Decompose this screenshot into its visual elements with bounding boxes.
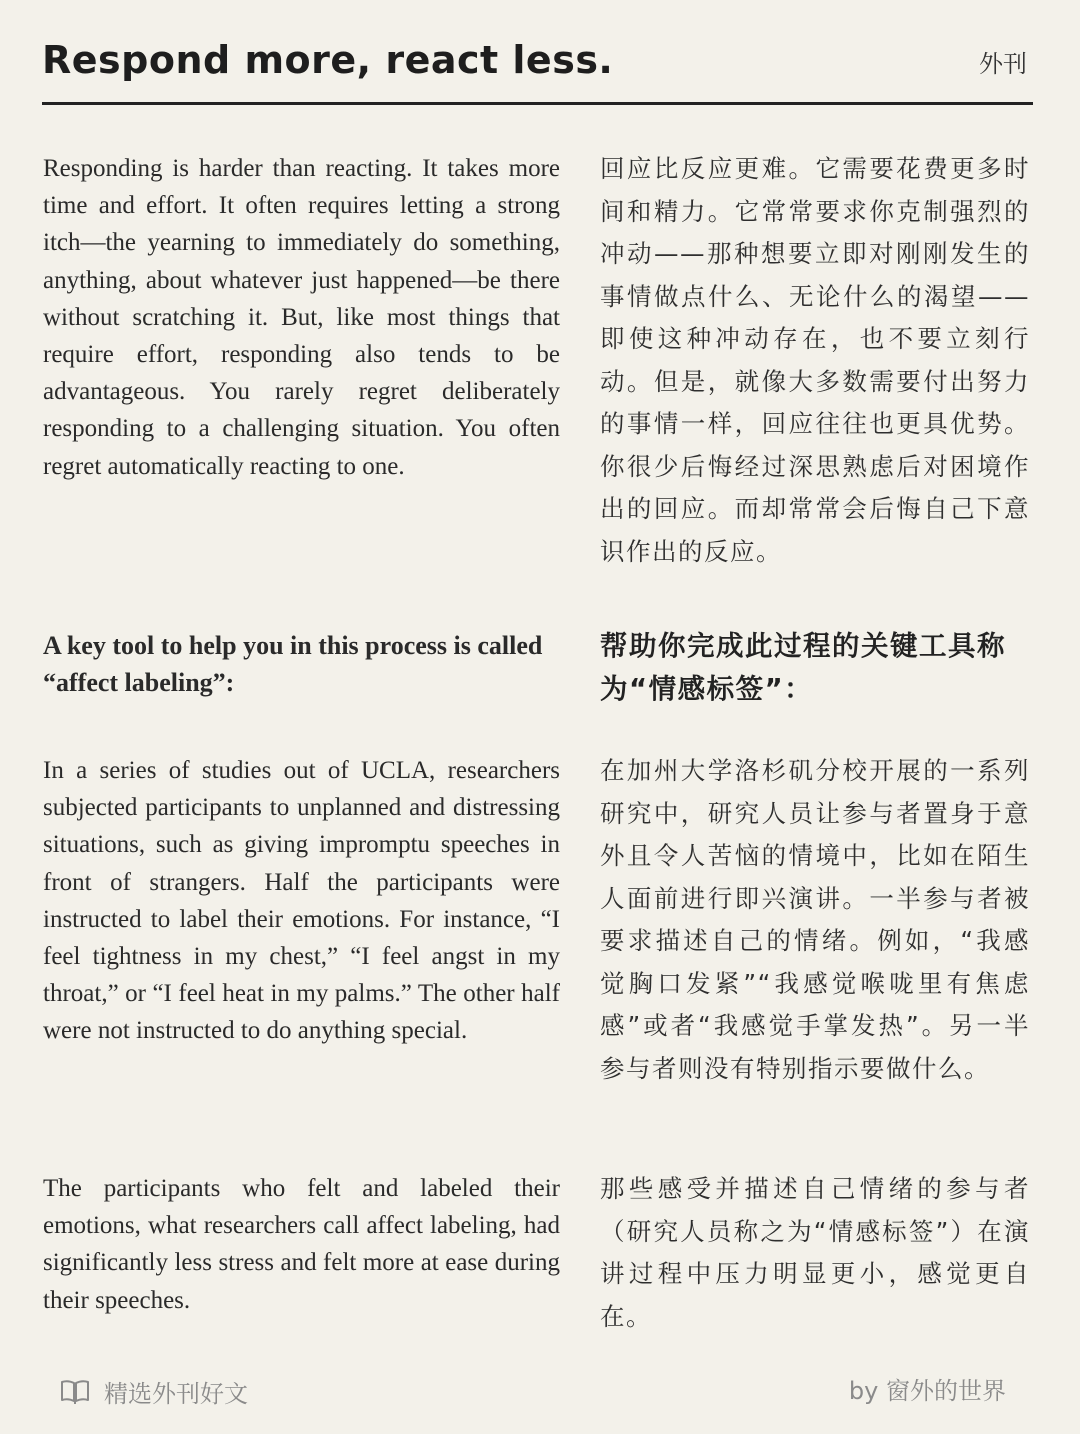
chinese-paragraph-1: 回应比反应更难。它需要花费更多时间和精力。它常常要求你克制强烈的冲动——那种想要立即对刚刚发生的事情做点什么、无论什么的渴望——即使这种冲动存在，也不要立刻行动。但是，就像大多数需要付出努力的事情一样，回应往往也更具优势。你很少后悔经过深思熟虑后对困境作出的回应。而却常常会后悔自己下意识作出的反应。 bbox=[600, 154, 1030, 566]
page-title: Respond more, react less. bbox=[42, 38, 614, 82]
english-paragraph-2: In a series of studies out of UCLA, researchers subjected participants to unplanned and distressing situations, such as giving impromptu speeches in front of strangers. Half the participants were instructed to label their emotions. For instance, “I feel tightness in my chest,” “I feel angst in my throat,” or “I feel heat in my palms.” The other half were not instructed to do anything special. bbox=[43, 757, 560, 1045]
english-heading: A key tool to help you in this process is called “affect labeling”: bbox=[43, 631, 543, 698]
chinese-paragraph-2: 在加州大学洛杉矶分校开展的一系列研究中，研究人员让参与者置身于意外且令人苦恼的情境中，比如在陌生人面前进行即兴演讲。一半参与者被要求描述自己的情绪。例如，“我感觉胸口发紧”“我感觉喉咙里有焦虑感”或者“我感觉手掌发热”。另一半参与者则没有特别指示要做什么。 bbox=[600, 756, 1030, 1083]
category-tag: 外刊 bbox=[979, 50, 1027, 78]
open-book-icon bbox=[60, 1377, 90, 1405]
english-paragraph-1: Responding is harder than reacting. It takes more time and effort. It often requires letting a strong itch—the yearning to immediately do something, anything, about whatever just happened—be there without scratching it. But, like most things that require effort, responding also tends to be advantageous. You rarely regret deliberately responding to a challenging situation. You often regret automatically reacting to one. bbox=[43, 155, 560, 480]
chinese-paragraph-3: 那些感受并描述自己情绪的参与者（研究人员称之为“情感标签”）在演讲过程中压力明显更小，感觉更自在。 bbox=[600, 1174, 1030, 1331]
page-header bbox=[42, 30, 1033, 105]
english-paragraph-3: The participants who felt and labeled their emotions, what researchers call affect labeling, had significantly less stress and felt more at ease during their speeches. bbox=[43, 1175, 560, 1314]
footer-author: by 窗外的世界 bbox=[848, 1377, 1006, 1405]
footer-left-label: 精选外刊好文 bbox=[104, 1379, 248, 1408]
footer-source bbox=[60, 1373, 248, 1409]
chinese-heading: 帮助你完成此过程的关键工具称为“情感标签”： bbox=[600, 630, 1006, 705]
